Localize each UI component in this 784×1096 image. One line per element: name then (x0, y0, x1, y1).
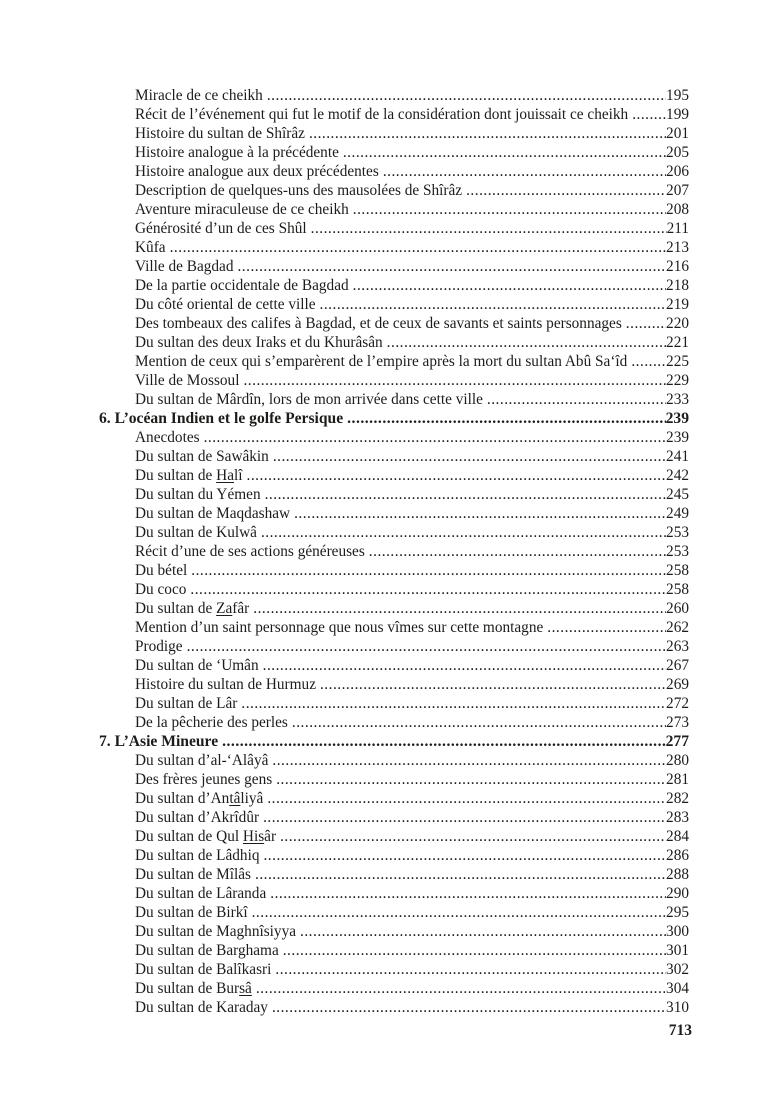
toc-page-ref: 220 (666, 315, 689, 332)
toc-page-ref: 239 (665, 410, 689, 427)
toc-title: Du sultan du Yémen (135, 486, 261, 503)
toc-entry-row (99, 86, 689, 105)
toc-title: Histoire du sultan de Shîrâz (135, 125, 305, 142)
dot-leader (276, 770, 666, 789)
toc-title: Du sultan de Lâr (135, 695, 238, 712)
dot-leader (353, 276, 666, 295)
toc-entry-row (99, 181, 689, 200)
toc-page-ref: 281 (666, 771, 689, 788)
toc-page-ref: 241 (666, 448, 689, 465)
toc-page-ref: 301 (666, 942, 689, 959)
toc-entry-row (99, 656, 689, 675)
toc-title: Histoire du sultan de Hurmuz (135, 676, 316, 693)
toc-title: Du bétel (135, 562, 188, 579)
toc-entry-row (99, 523, 689, 542)
toc-entry-row (99, 827, 689, 846)
toc-title: Mention d’un saint personnage que nous vîmes sur cette montagne (135, 619, 544, 636)
toc-title: Du sultan de Lâdhiq (135, 847, 260, 864)
toc-page-ref: 290 (666, 885, 689, 902)
toc-page-ref: 225 (666, 353, 689, 370)
toc-entry-row (99, 333, 689, 352)
toc-list (99, 86, 689, 1017)
toc-page-ref: 229 (666, 372, 689, 389)
toc-entry-row (99, 504, 689, 523)
toc-title: Du sultan de Lâranda (135, 885, 267, 902)
toc-entry-row (99, 846, 689, 865)
dot-leader (204, 428, 666, 447)
page-number: 713 (668, 1022, 692, 1039)
toc-entry-row (99, 561, 689, 580)
toc-page-ref: 216 (666, 258, 689, 275)
toc-page-ref: 267 (666, 657, 689, 674)
dot-leader (626, 314, 666, 333)
dot-leader (222, 732, 665, 751)
transliteration-underline: sâ (239, 980, 252, 997)
toc-title: Prodige (135, 638, 183, 655)
toc-page-ref: 282 (666, 790, 689, 807)
toc-title: Du sultan d’al-‘Alâyâ (135, 752, 269, 769)
dot-leader (243, 371, 666, 390)
toc-title: Miracle de ce cheikh (135, 87, 263, 104)
toc-page-ref: 258 (666, 562, 689, 579)
toc-page-ref: 304 (666, 980, 689, 997)
toc-title: Ville de Mossoul (135, 372, 240, 389)
transliteration-underline: tâ (229, 790, 241, 807)
toc-entry-row (99, 390, 689, 409)
toc-title: Générosité d’un de ces Shûl (135, 220, 307, 237)
toc-title: De la partie occidentale de Bagdad (135, 277, 349, 294)
dot-leader (309, 124, 666, 143)
dot-leader (273, 447, 666, 466)
dot-leader (383, 162, 666, 181)
dot-leader (311, 219, 667, 238)
toc-entry-row (99, 713, 689, 732)
toc-entry-row (99, 884, 689, 903)
toc-page-ref: 211 (666, 220, 689, 237)
dot-leader (487, 390, 666, 409)
toc-entry-row (99, 960, 689, 979)
toc-section-row (99, 409, 689, 428)
dot-leader (247, 466, 667, 485)
toc-page-ref: 262 (666, 619, 689, 636)
transliteration-underline: Ha (216, 467, 234, 484)
toc-title: Du sultan de Sawâkin (135, 448, 269, 465)
toc-page-ref: 273 (666, 714, 689, 731)
toc-title: Du sultan de Maqdashaw (135, 505, 291, 522)
toc-page-ref: 258 (666, 581, 689, 598)
dot-leader (343, 143, 666, 162)
toc-page-ref: 239 (666, 429, 689, 446)
toc-entry-row (99, 808, 689, 827)
toc-entry-row (99, 314, 689, 333)
toc-title: Du côté oriental de cette ville (135, 296, 316, 313)
toc-page-ref: 295 (666, 904, 689, 921)
dot-leader (241, 694, 666, 713)
toc-entry-row (99, 580, 689, 599)
dot-leader (320, 675, 666, 694)
dot-leader (270, 884, 666, 903)
toc-entry-row (99, 618, 689, 637)
dot-leader (280, 827, 666, 846)
toc-page-ref: 195 (666, 87, 689, 104)
toc-title: Du sultan de Balîkasri (135, 961, 272, 978)
toc-title: Du sultan de Barghama (135, 942, 279, 959)
toc-page-ref: 272 (666, 695, 689, 712)
toc-page-ref: 300 (666, 923, 689, 940)
toc-title: Du sultan de Mârdîn, lors de mon arrivée dans cette ville (135, 391, 483, 408)
toc-entry-row (99, 466, 689, 485)
toc-title: Du sultan d’Akrîdûr (135, 809, 260, 826)
toc-entry-row (99, 903, 689, 922)
toc-title: Mention de ceux qui s’emparèrent de l’empire après la mort du sultan Abû Sa‘îd (135, 353, 628, 370)
dot-leader (320, 295, 667, 314)
toc-title: Récit d’une de ses actions généreuses (135, 543, 365, 560)
toc-page-ref: 260 (666, 600, 689, 617)
toc-title: Du sultan de Kulwâ (135, 524, 257, 541)
toc-title: Du sultan des deux Iraks et du Khurâsân (135, 334, 383, 351)
toc-page-ref: 284 (666, 828, 689, 845)
toc-entry-row (99, 979, 689, 998)
dot-leader (347, 409, 665, 428)
dot-leader (263, 846, 666, 865)
toc-page-ref: 280 (666, 752, 689, 769)
dot-leader (261, 523, 666, 542)
toc-page-ref: 283 (666, 809, 689, 826)
dot-leader (253, 599, 666, 618)
toc-title: De la pêcherie des perles (135, 714, 288, 731)
toc-entry-row (99, 352, 689, 371)
toc-entry-row (99, 371, 689, 390)
dot-leader (237, 257, 666, 276)
toc-page-ref: 249 (666, 505, 689, 522)
toc-title: Description de quelques-uns des mausolées de Shîrâz (135, 182, 463, 199)
toc-title: Du sultan de Bursâ (135, 980, 252, 997)
toc-title: Du sultan de Birkî (135, 904, 248, 921)
toc-page-ref: 207 (666, 182, 689, 199)
toc-entry-row (99, 257, 689, 276)
toc-page-ref: 277 (665, 733, 689, 750)
dot-leader (283, 941, 666, 960)
toc-title: Du coco (135, 581, 187, 598)
toc-title: Du sultan de Zafâr (135, 600, 250, 617)
dot-leader (631, 352, 666, 371)
toc-title: Du sultan de ‘Umân (135, 657, 259, 674)
toc-entry-row (99, 105, 689, 124)
toc-title: Récit de l’événement qui fut le motif de la considération dont jouissait ce cheikh (135, 106, 629, 123)
dot-leader (272, 998, 666, 1017)
toc-entry-row (99, 751, 689, 770)
transliteration-underline: His (242, 828, 265, 845)
toc-title: Du sultan de Mîlâs (135, 866, 251, 883)
dot-leader (547, 618, 666, 637)
toc-entry-row (99, 295, 689, 314)
toc-title: Des tombeaux des califes à Bagdad, et de ceux de savants et saints personnages (135, 315, 622, 332)
toc-title: Du sultan de Halî (135, 467, 243, 484)
dot-leader (263, 656, 666, 675)
toc-page-ref: 245 (666, 486, 689, 503)
dot-leader (267, 789, 666, 808)
toc-entry-row (99, 542, 689, 561)
toc-entry-row (99, 637, 689, 656)
toc-entry-row (99, 485, 689, 504)
toc-page-ref: 201 (666, 125, 689, 142)
dot-leader (294, 504, 666, 523)
toc-entry-row (99, 998, 689, 1017)
toc-entry-row (99, 162, 689, 181)
toc-title: 7. L’Asie Mineure (99, 733, 219, 750)
toc-entry-row (99, 599, 689, 618)
toc-entry-row (99, 238, 689, 257)
toc-entry-row (99, 219, 689, 238)
toc-page-ref: 233 (666, 391, 689, 408)
toc-title: Des frères jeunes gens (135, 771, 273, 788)
dot-leader (191, 561, 666, 580)
toc-entry-row (99, 447, 689, 466)
toc-entry-row (99, 200, 689, 219)
toc-title: Du sultan de Karaday (135, 999, 268, 1016)
toc-page-ref: 205 (666, 144, 689, 161)
toc-entry-row (99, 789, 689, 808)
dot-leader (190, 580, 666, 599)
toc-page-ref: 218 (666, 277, 689, 294)
dot-leader (292, 713, 666, 732)
toc-title: Du sultan d’Antâliyâ (135, 790, 264, 807)
toc-entry-row (99, 941, 689, 960)
dot-leader (300, 922, 666, 941)
dot-leader (187, 637, 666, 656)
toc-title: Du sultan de Qul Hisâr (135, 828, 277, 845)
dot-leader (275, 960, 666, 979)
toc-page-ref: 253 (666, 543, 689, 560)
toc-entry-row (99, 276, 689, 295)
toc-title: Histoire analogue à la précédente (135, 144, 339, 161)
toc-page-ref: 286 (666, 847, 689, 864)
toc-page-ref: 221 (666, 334, 689, 351)
dot-leader (466, 181, 666, 200)
toc-entry-row (99, 865, 689, 884)
toc-entry-row (99, 770, 689, 789)
toc-entry-row (99, 922, 689, 941)
toc-title: Histoire analogue aux deux précédentes (135, 163, 379, 180)
toc-entry-row (99, 143, 689, 162)
dot-leader (353, 200, 666, 219)
dot-leader (256, 979, 666, 998)
toc-page-ref: 213 (666, 239, 689, 256)
toc-page-ref: 219 (666, 296, 689, 313)
toc-page-ref: 288 (666, 866, 689, 883)
toc-entry-row (99, 428, 689, 447)
dot-leader (632, 105, 666, 124)
toc-entry-row (99, 694, 689, 713)
toc-page-ref: 310 (666, 999, 689, 1016)
toc-title: Aventure miraculeuse de ce cheikh (135, 201, 349, 218)
dot-leader (265, 485, 666, 504)
toc-title: Kûfa (135, 239, 166, 256)
dot-leader (369, 542, 666, 561)
dot-leader (252, 903, 666, 922)
toc-page-ref: 199 (666, 106, 689, 123)
toc-page-ref: 253 (666, 524, 689, 541)
toc-entry-row (99, 124, 689, 143)
dot-leader (255, 865, 666, 884)
toc-page-ref: 269 (666, 676, 689, 693)
toc-section-row (99, 732, 689, 751)
dot-leader (267, 86, 666, 105)
toc-page-ref: 208 (666, 201, 689, 218)
toc-entry-row (99, 675, 689, 694)
toc-page-ref: 263 (666, 638, 689, 655)
toc-title: 6. L’océan Indien et le golfe Persique (99, 410, 344, 427)
dot-leader (387, 333, 666, 352)
toc-title: Anecdotes (135, 429, 200, 446)
toc-page-ref: 242 (666, 467, 689, 484)
toc-title: Du sultan de Maghnîsiyya (135, 923, 297, 940)
dot-leader (272, 751, 666, 770)
toc-page-ref: 302 (666, 961, 689, 978)
dot-leader (263, 808, 666, 827)
toc-page-ref: 206 (666, 163, 689, 180)
toc-title: Ville de Bagdad (135, 258, 234, 275)
transliteration-underline: Za (216, 600, 233, 617)
dot-leader (170, 238, 666, 257)
table-of-contents (99, 86, 689, 1017)
